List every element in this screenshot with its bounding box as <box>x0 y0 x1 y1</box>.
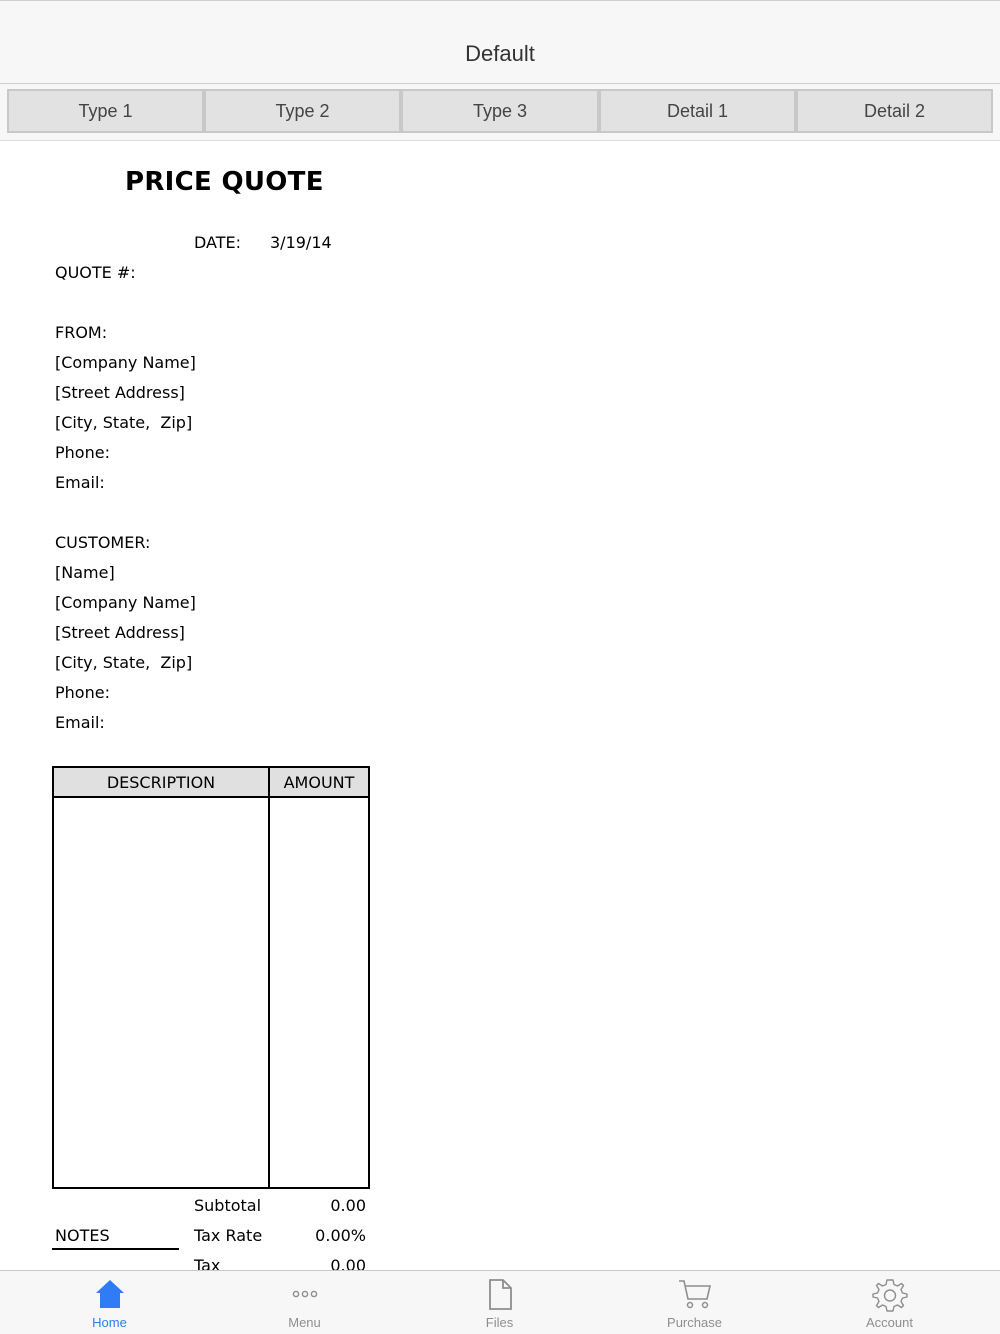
column-divider <box>268 768 270 1187</box>
tax-rate-label: Tax Rate <box>194 1226 263 1245</box>
customer-phone: Phone: <box>55 683 110 702</box>
tabbar-purchase-label: Purchase <box>667 1315 722 1330</box>
template-tab-strip <box>0 84 1000 141</box>
from-company: [Company Name] <box>55 353 196 372</box>
tab-type-2[interactable]: Type 2 <box>204 89 401 133</box>
notes-underline <box>52 1248 179 1250</box>
subtotal-label: Subtotal <box>194 1196 262 1215</box>
tabbar-menu[interactable] <box>207 1271 402 1334</box>
quote-document[interactable] <box>0 142 1000 1270</box>
tax-value: 0.00 <box>330 1256 366 1270</box>
tabbar-home-label: Home <box>92 1315 127 1330</box>
tabbar-files-label: Files <box>485 1315 514 1330</box>
tax-label: Tax <box>194 1256 221 1270</box>
customer-street: [Street Address] <box>55 623 185 642</box>
tabbar-purchase[interactable] <box>597 1271 792 1334</box>
tab-type-3[interactable]: Type 3 <box>401 89 599 133</box>
cart-icon <box>677 1277 713 1311</box>
customer-city: [City, State, Zip] <box>55 653 193 672</box>
customer-name: [Name] <box>55 563 115 582</box>
from-email: Email: <box>55 473 105 492</box>
notes-label: NOTES <box>55 1226 110 1245</box>
nav-title: Default <box>465 41 535 66</box>
tabbar-account-label: Account <box>866 1315 913 1330</box>
home-icon <box>93 1277 127 1311</box>
tabbar-account[interactable] <box>792 1271 987 1334</box>
line-items-table <box>52 766 370 1189</box>
customer-label: CUSTOMER: <box>55 533 151 552</box>
amount-column-header: AMOUNT <box>283 773 355 792</box>
date-label: DATE: <box>194 233 242 252</box>
file-icon <box>483 1277 517 1311</box>
from-label: FROM: <box>55 323 108 342</box>
tab-detail-1[interactable]: Detail 1 <box>599 89 796 133</box>
customer-company: [Company Name] <box>55 593 196 612</box>
quote-number-label: QUOTE #: <box>55 263 136 282</box>
tax-rate-value: 0.00% <box>315 1226 366 1245</box>
navigation-bar <box>0 0 1000 84</box>
subtotal-value: 0.00 <box>330 1196 366 1215</box>
more-icon <box>288 1277 322 1311</box>
gear-icon <box>872 1277 908 1313</box>
tabbar-files[interactable] <box>402 1271 597 1334</box>
from-phone: Phone: <box>55 443 110 462</box>
bottom-tab-bar <box>0 1270 1000 1334</box>
description-column-header: DESCRIPTION <box>106 773 216 792</box>
date-value: 3/19/14 <box>270 233 332 252</box>
document-heading: PRICE QUOTE <box>125 167 324 197</box>
from-city: [City, State, Zip] <box>55 413 193 432</box>
from-street: [Street Address] <box>55 383 185 402</box>
tab-detail-2[interactable]: Detail 2 <box>796 89 993 133</box>
tab-type-1[interactable]: Type 1 <box>7 89 204 133</box>
customer-email: Email: <box>55 713 105 732</box>
tabbar-menu-label: Menu <box>288 1315 321 1330</box>
tabbar-home[interactable] <box>12 1271 207 1334</box>
